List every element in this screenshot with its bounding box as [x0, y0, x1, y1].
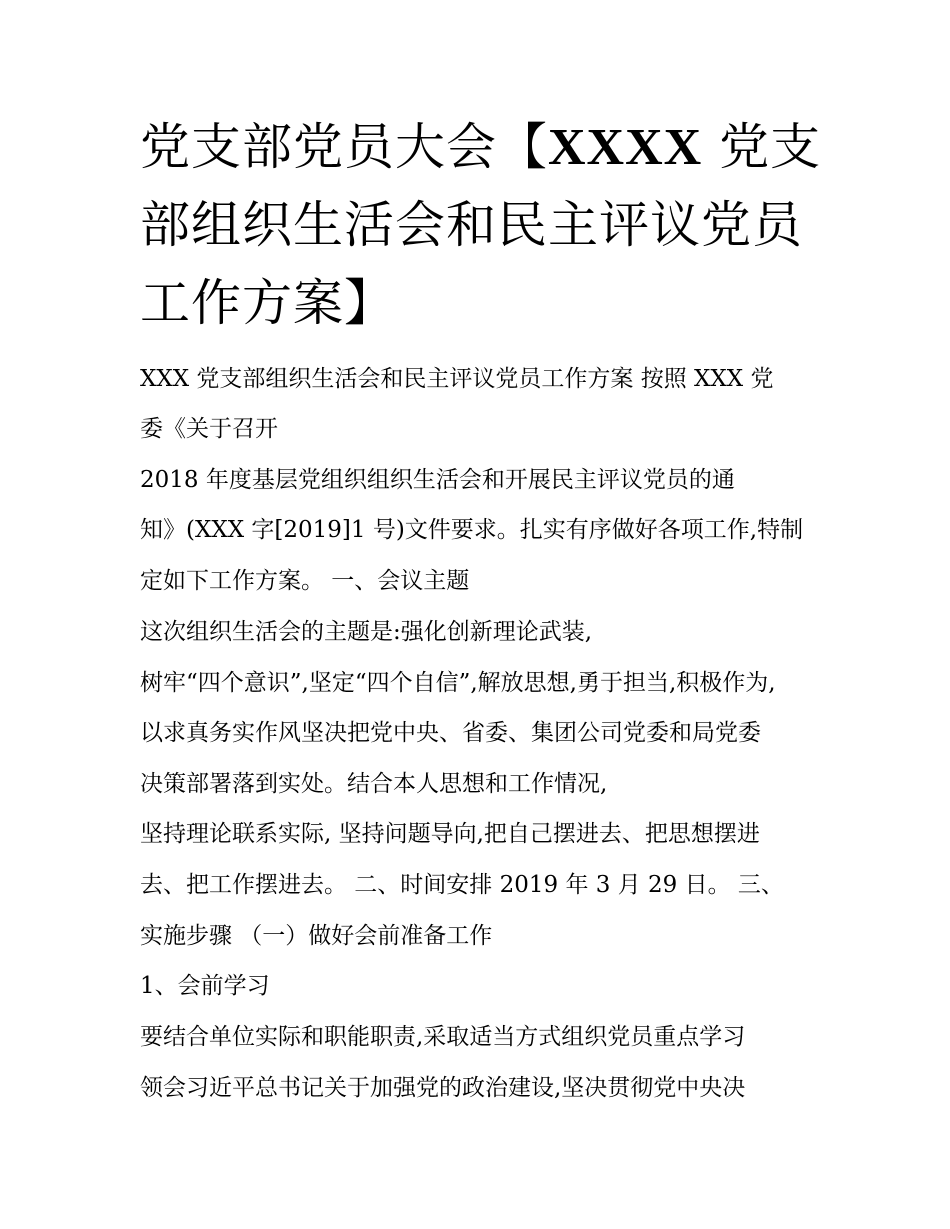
- body-line: 决策部署落到实处。结合本人思想和工作情况,: [140, 771, 608, 797]
- document-title-line-3: 工作方案】: [140, 274, 395, 332]
- body-line: 知》(XXX 字[2019]1 号)文件要求。扎实有序做好各项工作,特制: [140, 517, 804, 543]
- document-title-line-2: 部组织生活会和民主评议党员: [140, 196, 803, 254]
- body-line: 实施步骤 （一）做好会前准备工作: [140, 923, 493, 949]
- body-line: 1、会前学习: [140, 973, 270, 999]
- body-line: 委《关于召开: [140, 416, 278, 442]
- body-line: 这次组织生活会的主题是:强化创新理论武装,: [140, 619, 593, 645]
- body-line: 坚持理论联系实际, 坚持问题导向,把自己摆进去、把思想摆进: [140, 821, 760, 847]
- body-line: 要结合单位实际和职能职责,采取适当方式组织党员重点学习: [140, 1024, 746, 1050]
- body-line: 定如下工作方案。 一、会议主题: [140, 568, 470, 594]
- body-line: 2018 年度基层党组织组织生活会和开展民主评议党员的通: [140, 467, 735, 493]
- body-line: 树牢“四个意识”,坚定“四个自信”,解放思想,勇于担当,积极作为,: [140, 670, 776, 696]
- body-line: 以求真务实作风坚决把党中央、省委、集团公司党委和局党委: [140, 720, 761, 746]
- document-title-line-1: [140, 117, 821, 178]
- body-line: 去、把工作摆进去。 二、时间安排 2019 年 3 月 29 日。 三、: [140, 872, 784, 898]
- body-line: 领会习近平总书记关于加强党的政治建设,坚决贯彻党中央决: [140, 1075, 746, 1101]
- body-line: XXX 党支部组织生活会和民主评议党员工作方案 按照 XXX 党: [140, 366, 774, 392]
- title-bold-placeholder: XXXX: [548, 119, 703, 176]
- title-suffix: 党支: [702, 118, 822, 176]
- title-prefix: 党支部党员大会【: [140, 118, 548, 176]
